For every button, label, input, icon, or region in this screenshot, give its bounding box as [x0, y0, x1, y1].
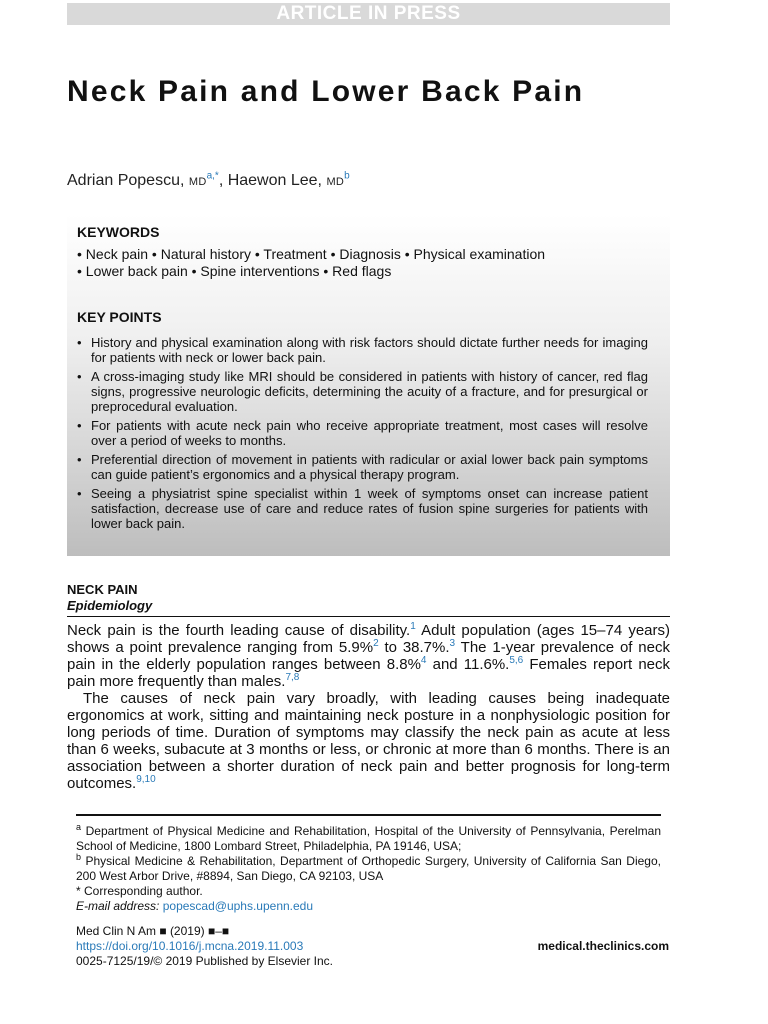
citation-link[interactable]: 4 [420, 655, 427, 666]
article-in-press-banner: ARTICLE IN PRESS [67, 3, 670, 25]
section-rule [67, 616, 670, 617]
section-heading: NECK PAIN [67, 582, 138, 597]
footnote-affiliation-a: $^a$ Department of Physical Medicine and Rehabilitation, Hospital of the University of Pennsylvania, Perelman School of Medicine, 1800 Lombard Street, Philadelphia, PA 19146, USA; [76, 822, 661, 853]
key-point-item: • A cross-imaging study like MRI should be considered in patients with history of cancer, red flag signs, progressive neurologic deficits, determining the acuity of a fracture, and for presurgical or preprocedural evaluation. [77, 369, 648, 414]
keywords-keypoints-box [67, 214, 670, 556]
citation-link[interactable]: 9,10 [136, 774, 156, 785]
citation-link[interactable]: 7,8 [285, 672, 300, 683]
author-affiliation-link[interactable]: a,* [206, 170, 219, 182]
paragraph: The causes of neck pain vary broadly, with leading causes being inadequate ergonomics at work, sitting and maintaining neck posture in a nonphysiologic position for long periods of time. Duration of symptoms may classify the neck pain as acute at less than 6 weeks, subacute at 3 months or less, or chronic at more than 6 months. There is an association between a shorter duration of neck pain and better prognosis for long-term outcomes.$^{9,10}$ [67, 690, 670, 792]
email-label: E-mail address: [76, 899, 160, 913]
key-points-list [77, 335, 648, 535]
keywords-line: • Neck pain • Natural history • Treatment • Diagnosis • Physical examination [77, 246, 546, 262]
email-line [76, 899, 661, 914]
copyright-line: 0025-7125/19/© 2019 Published by Elsevier Inc. [76, 954, 334, 968]
journal-info [76, 924, 333, 969]
key-point-item: • For patients with acute neck pain who receive appropriate treatment, most cases will resolve over a period of weeks to months. [77, 418, 648, 448]
author-name: Adrian Popescu, [67, 172, 185, 189]
article-title: Neck Pain and Lower Back Pain [67, 75, 585, 108]
doi-link[interactable]: https://doi.org/10.1016/j.mcna.2019.11.003 [76, 939, 304, 953]
author-name: Haewon Lee, [227, 172, 322, 189]
journal-citation: Med Clin N Am ■ (2019) ■–■ [76, 924, 230, 938]
key-point-item: • Seeing a physiatrist spine specialist within 1 week of symptoms onset can increase patient satisfaction, decrease use of care and reduce rates of fusion spine surgeries for patients with lower back pain. [77, 486, 648, 531]
paragraph: Neck pain is the fourth leading cause of disability.$^1$ Adult population (ages 15–74 years) shows a point prevalence ranging from 5.9%$^2$ to 38.7%.$^3$ The 1-year prevalence of neck pain in the elderly population ranges between 8.8%$^4$ and 11.6%.$^{5,6}$ Females report neck pain more frequently than males.$^{7,8}$ [67, 621, 670, 690]
footnotes [76, 824, 661, 914]
email-link[interactable]: popescad@uphs.upenn.edu [162, 899, 314, 913]
key-points-heading: KEY POINTS [77, 309, 162, 325]
key-point-item: • History and physical examination along with risk factors should dictate further needs for imaging for patients with neck or lower back pain. [77, 335, 648, 365]
body-text [67, 622, 670, 792]
keywords-heading: KEYWORDS [77, 224, 160, 240]
keywords-line: • Lower back pain • Spine interventions • Red flags [77, 263, 392, 279]
footnote-affiliation-b: $^b$ Physical Medicine & Rehabilitation, Department of Orthopedic Surgery, University of California San Diego, 200 West Arbor Drive, #8894, San Diego, CA 92103, USA [76, 852, 661, 883]
citation-link[interactable]: 3 [449, 638, 456, 649]
footnote-rule [76, 814, 661, 816]
subsection-heading: Epidemiology [67, 598, 153, 613]
key-point-item: • Preferential direction of movement in patients with radicular or axial lower back pain symptoms can guide patient’s ergonomics and a physical therapy program. [77, 452, 648, 482]
author-line: Adrian Popescu, $MD^{a,*}$, Haewon Lee, $MD^b$ [67, 170, 350, 189]
corresponding-author-note: * Corresponding author. [76, 884, 203, 898]
citation-link[interactable]: 2 [373, 638, 379, 649]
author-affiliation-link[interactable]: b [344, 170, 350, 182]
journal-site[interactable]: medical.theclinics.com [537, 939, 669, 953]
author-degree: MD [326, 176, 345, 188]
citation-link[interactable]: 1 [410, 621, 416, 632]
citation-link[interactable]: 5,6 [509, 655, 524, 666]
author-degree: MD [188, 176, 207, 188]
